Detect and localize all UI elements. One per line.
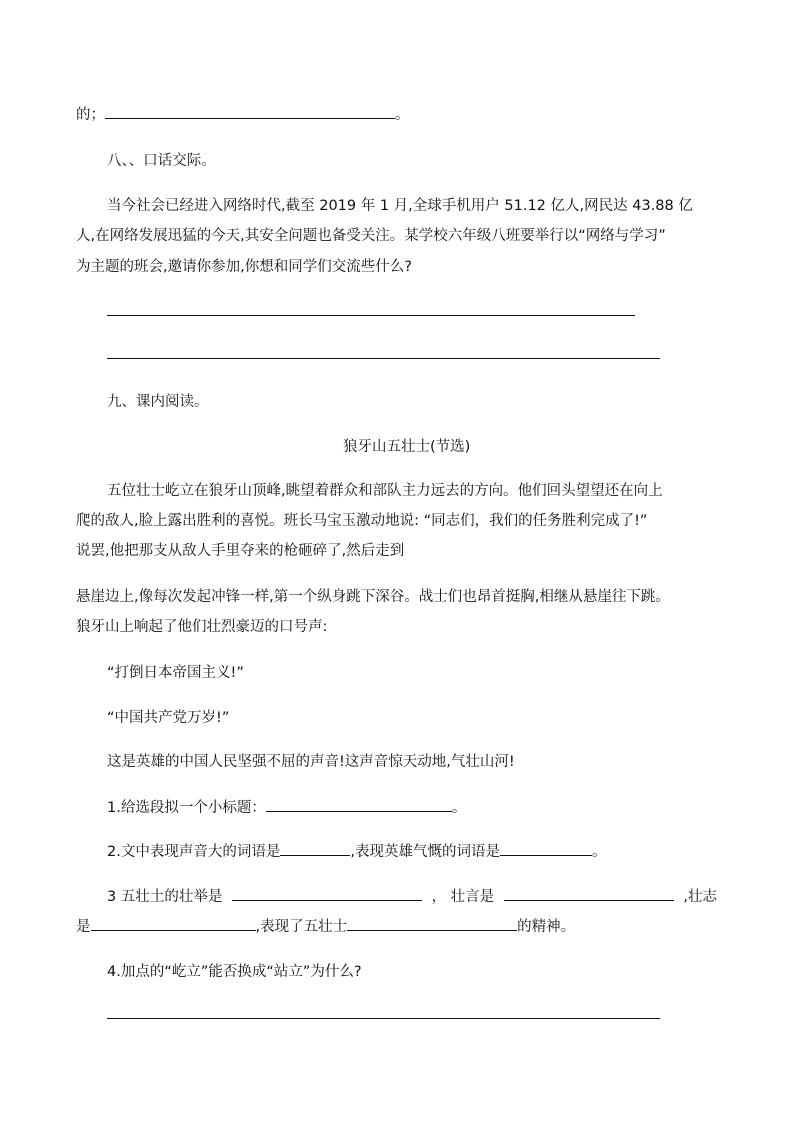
question-1-blank[interactable]	[266, 796, 452, 812]
question-3-text-a: 3 五壮土的壮举是	[107, 889, 223, 905]
passage-title: 狼牙山五壮士(节选)	[343, 439, 471, 455]
question-2-text-b: ,表现英雄气慨的词语是	[350, 844, 500, 860]
question-3-text-e: ,表现了五壮士	[255, 919, 348, 935]
answer-line-prev	[76, 103, 410, 124]
answer-rule-2[interactable]	[107, 358, 660, 359]
question-2-text-a: 2.文中表现声音大的词语是	[107, 844, 281, 860]
question-3-blank-3[interactable]	[91, 915, 256, 931]
suffix-text: 。	[395, 107, 410, 123]
passage-line-b: 爬的敌人,脸上露出胜利的喜悦。班长马宝玉激动地说: “同志们，我们的任务胜利完成了!”	[76, 513, 648, 529]
passage-line-d: 悬崖边上,像每次发起冲锋一样,第一个纵身跳下深谷。战士们也昂首挺胸,相继从悬崖往下跳。	[76, 589, 670, 605]
question-3-text-d: 是	[76, 919, 91, 935]
question-3-text-b: ， 壮言是	[431, 889, 495, 905]
question-4-answer-rule[interactable]	[107, 1018, 660, 1019]
prefix-text: 的；	[76, 107, 105, 123]
slogan-1: “打倒日本帝国主义!”	[107, 665, 244, 681]
section-8-line-1: 当今社会已经进入网络时代,截至 2019 年 1 月,全球手机用户 51.12 亿人,网民达 43.88 亿	[107, 198, 693, 214]
passage-line-a: 五位壮士屹立在狼牙山顶峰,眺望着群众和部队主力远去的方向。他们回头望望还在向上	[107, 483, 663, 499]
question-4: 4.加点的“屹立”能否换成“站立”为什么?	[107, 964, 362, 980]
question-3-blank-1[interactable]	[232, 885, 422, 901]
question-2-blank-1[interactable]	[280, 840, 350, 856]
question-3-blank-4[interactable]	[347, 915, 517, 931]
question-3-text-c: ,壮志	[683, 889, 717, 905]
section-8-title: 八、、口话交际。	[107, 153, 216, 169]
question-3-text-f: 的精神。	[517, 919, 576, 935]
passage-line-c: 说罢,他把那支从敌人手里夺来的枪砸碎了,然后走到	[76, 543, 405, 559]
question-1	[107, 796, 466, 817]
question-2-blank-2[interactable]	[500, 840, 592, 856]
question-3-line-1	[107, 885, 717, 906]
question-2	[107, 840, 606, 861]
question-1-text: 1.给选段拟一个小标题：	[107, 800, 266, 816]
answer-blank[interactable]	[105, 103, 395, 119]
passage-line-e: 狼牙山上响起了他们壮烈豪迈的口号声:	[76, 619, 328, 635]
answer-rule-1[interactable]	[107, 315, 635, 316]
question-3-line-2	[76, 915, 575, 936]
section-8-line-2: 人,在网络发展迅猛的今天,其安全问题也备受关注。某学校六年级八班要举行以“网络与学习”	[76, 228, 666, 244]
question-1-suffix: 。	[451, 800, 467, 816]
question-3-blank-2[interactable]	[504, 885, 674, 901]
passage-line-f: 这是英雄的中国人民坚强不屈的声音!这声音惊天动地,气壮山河!	[107, 754, 515, 770]
section-8-line-3: 为主题的班会,邀请你参加,你想和同学们交流些什么?	[76, 259, 412, 275]
slogan-2: “中国共产党万岁!”	[107, 710, 230, 726]
question-2-text-c: 。	[591, 844, 607, 860]
section-9-title: 九、课内阅读。	[107, 394, 209, 410]
